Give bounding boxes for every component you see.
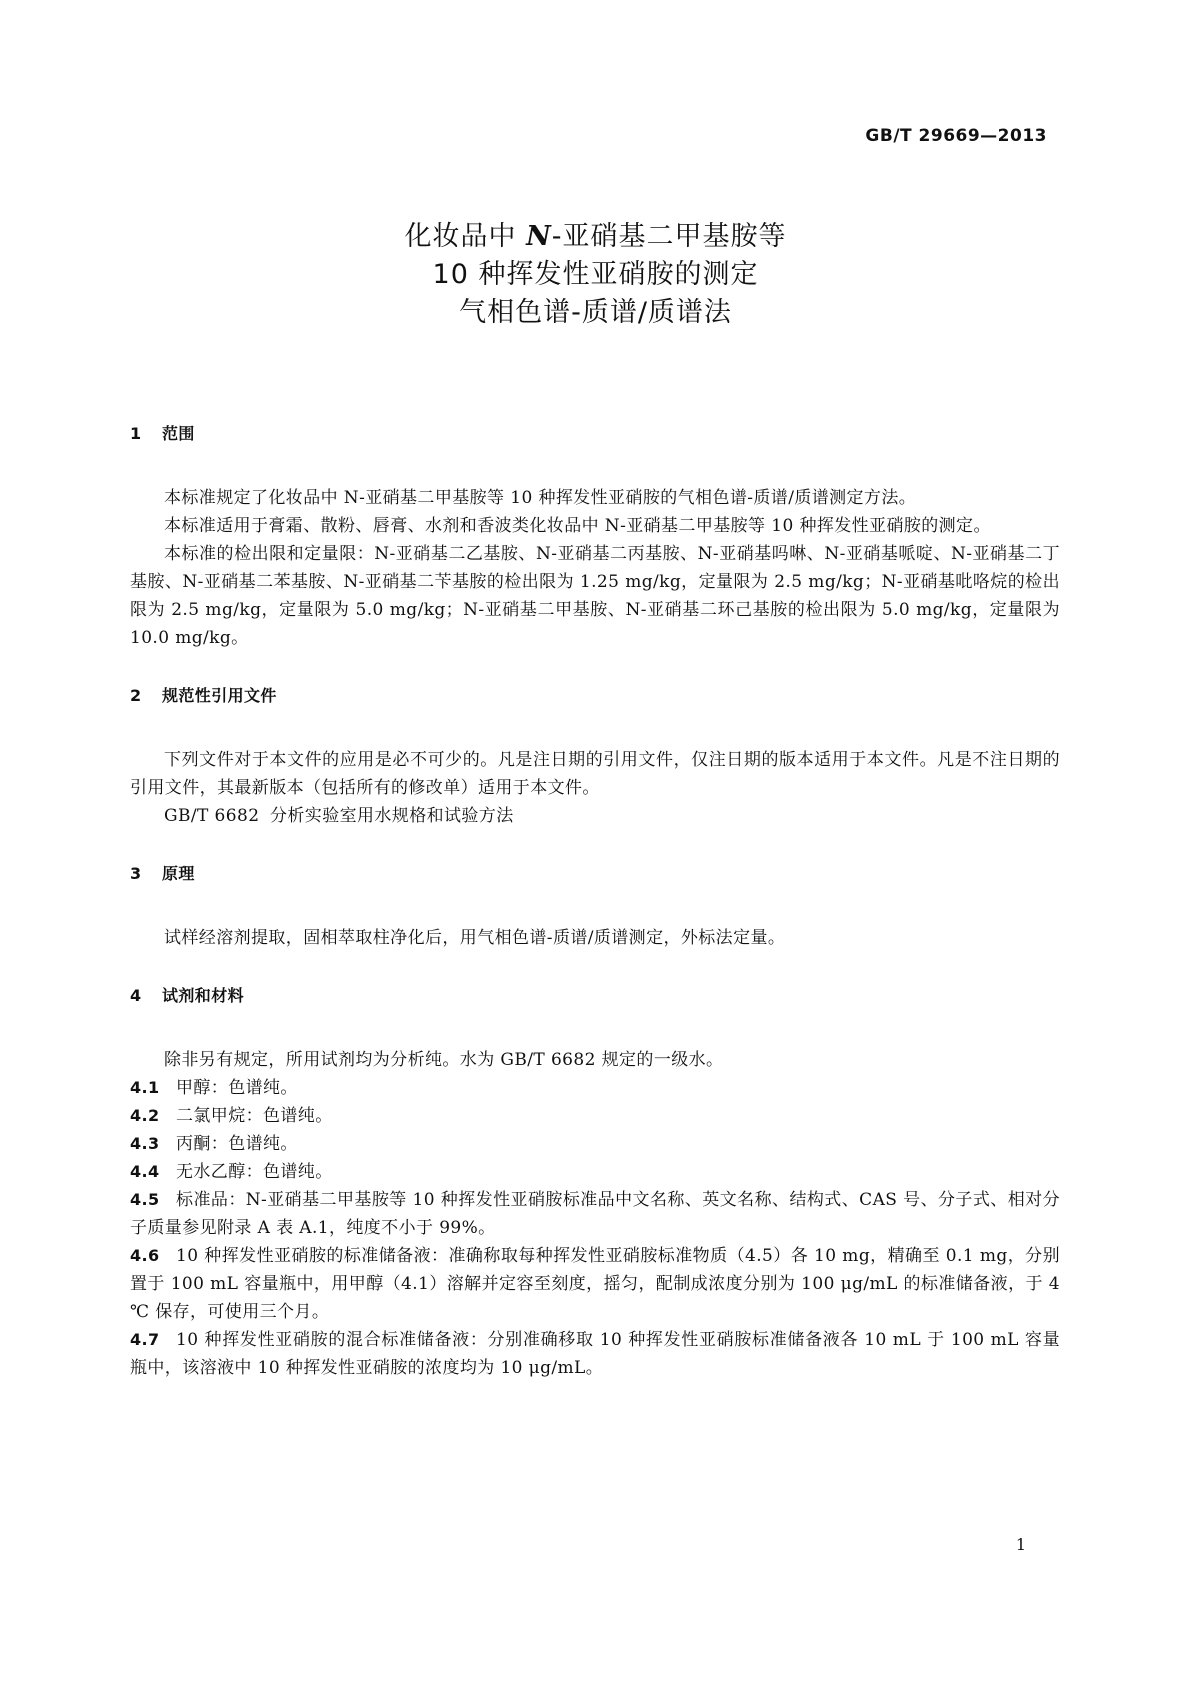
clause-item: 4.7 10 种挥发性亚硝胺的混合标准储备液：分别准确移取 10 种挥发性亚硝胺标准储备液各 10 mL 于 100 mL 容量瓶中，该溶液中 10 种挥发性亚硝胺的浓度均为 10 μg/mL。	[130, 1330, 1060, 1378]
title-line-3: 气相色谱-质谱/质谱法	[459, 297, 732, 328]
section-1-heading: 1 范围	[130, 424, 195, 443]
section-2-heading: 2 规范性引用文件	[130, 686, 277, 705]
clause-item: 4.3 丙酮：色谱纯。	[130, 1134, 298, 1154]
section-1-paragraph: 本标准适用于膏霜、散粉、唇膏、水剂和香波类化妆品中 N-亚硝基二甲基胺等 10 种挥发性亚硝胺的测定。	[164, 516, 991, 536]
section-1-paragraph: 本标准规定了化妆品中 N-亚硝基二甲基胺等 10 种挥发性亚硝胺的气相色谱-质谱/质谱测定方法。	[164, 488, 917, 508]
title-line-2: 10 种挥发性亚硝胺的测定	[432, 259, 759, 290]
clause-item: 4.4 无水乙醇：色谱纯。	[130, 1162, 333, 1182]
section-3-paragraph: 试样经溶剂提取，固相萃取柱净化后，用气相色谱-质谱/质谱测定，外标法定量。	[164, 928, 786, 948]
section-4-paragraph: 除非另有规定，所用试剂均为分析纯。水为 GB/T 6682 规定的一级水。	[164, 1050, 724, 1070]
clause-item: 4.5 标准品：N-亚硝基二甲基胺等 10 种挥发性亚硝胺标准品中文名称、英文名称、结构式、CAS 号、分子式、相对分子质量参见附录 A 表 A.1，纯度不小于 99%。	[130, 1190, 1060, 1238]
section-2-paragraph: 下列文件对于本文件的应用是必不可少的。凡是注日期的引用文件，仅注日期的版本适用于本文件。凡是不注日期的引用文件，其最新版本（包括所有的修改单）适用于本文件。	[130, 750, 1060, 798]
standard-number: GB/T 29669—2013	[865, 126, 1047, 146]
clause-item: 4.1 甲醇：色谱纯。	[130, 1078, 298, 1098]
section-3-heading: 3 原理	[130, 864, 195, 883]
document-body	[130, 420, 1060, 1382]
section-1-paragraph: 本标准的检出限和定量限：N-亚硝基二乙基胺、N-亚硝基二丙基胺、N-亚硝基吗啉、N-亚硝基哌啶、N-亚硝基二丁基胺、N-亚硝基二苯基胺、N-亚硝基二苄基胺的检出限为 1.25 mg/kg，定量限为 2.5 mg/kg；N-亚硝基吡咯烷的检出限为 2.5 mg/kg，定量限为 5.0 mg/kg；N-亚硝基二甲基胺、N-亚硝基二环己基胺的检出限为 5.0 mg/kg，定量限为 10.0 mg/kg。	[130, 544, 1060, 648]
normative-reference: GB/T 6682 分析实验室用水规格和试验方法	[164, 806, 514, 826]
section-4-heading: 4 试剂和材料	[130, 986, 245, 1005]
clause-item: 4.6 10 种挥发性亚硝胺的标准储备液：准确称取每种挥发性亚硝胺标准物质（4.5）各 10 mg，精确至 0.1 mg，分别置于 100 mL 容量瓶中，用甲醇（4.1）溶解并定容至刻度，摇匀，配制成浓度分别为 100 μg/mL 的标准储备液，于 4 ℃ 保存，可使用三个月。	[130, 1246, 1060, 1322]
clause-item: 4.2 二氯甲烷：色谱纯。	[130, 1106, 333, 1126]
title-line-1: 化妆品中 N-亚硝基二甲基胺等	[404, 221, 787, 252]
document-title	[0, 218, 1191, 332]
page-number: 1	[1015, 1535, 1026, 1554]
